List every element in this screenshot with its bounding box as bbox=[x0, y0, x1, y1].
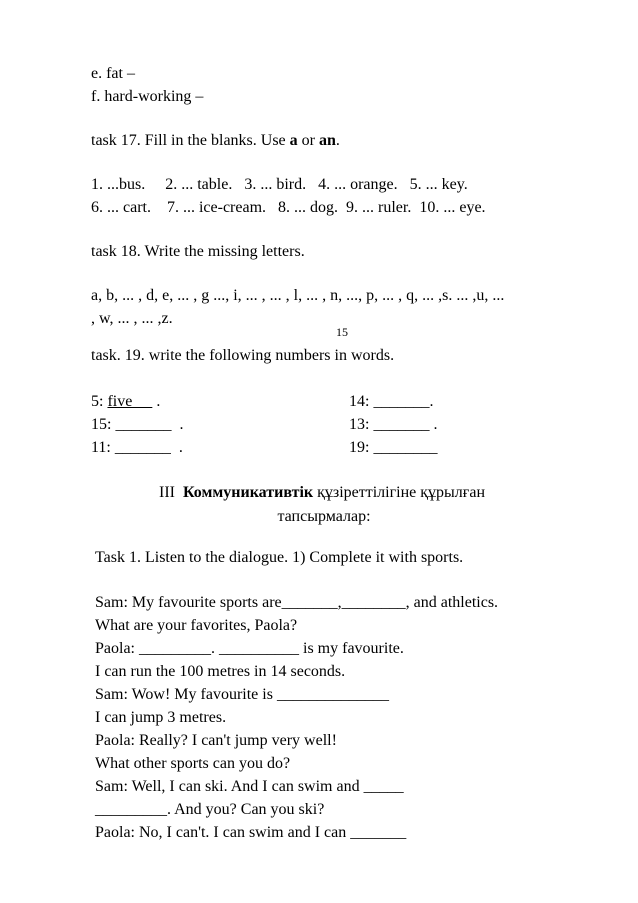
dialogue-line: _________. And you? Can you ski? bbox=[95, 801, 325, 818]
task18-row2: , w, ... , ... ,z. bbox=[91, 310, 173, 327]
dialogue-line: Sam: My favourite sports are_______,________, and athletics. bbox=[95, 594, 499, 611]
dialogue-line: I can jump 3 metres. bbox=[95, 709, 227, 726]
dialogue-line: Sam: Wow! My favourite is ______________ bbox=[95, 686, 389, 703]
task19-heading: task. 19. write the following numbers in words. bbox=[91, 347, 395, 364]
section-bold: Коммуникативтік bbox=[182, 484, 314, 501]
number-5-row bbox=[91, 392, 160, 412]
dialogue-line: I can run the 100 metres in 14 seconds. bbox=[95, 663, 346, 680]
number-5-tail: . bbox=[152, 393, 161, 410]
number-11-row: 11: _______ . bbox=[91, 439, 183, 456]
task1-heading: Task 1. Listen to the dialogue. 1) Complete it with sports. bbox=[95, 549, 464, 566]
task18-heading: task 18. Write the missing letters. bbox=[91, 243, 305, 260]
number-13-row: 13: _______ . bbox=[349, 416, 438, 433]
section-heading bbox=[0, 483, 638, 503]
number-19-row: 19: ________ bbox=[349, 439, 438, 456]
task17-an: an bbox=[318, 132, 336, 149]
task17-heading bbox=[91, 131, 340, 151]
section-rest: құзіреттілігіне құрылған bbox=[313, 484, 486, 501]
section-prefix: III bbox=[158, 484, 183, 501]
page-number: 15 bbox=[336, 325, 348, 339]
task17-text: task 17. Fill in the blanks. Use bbox=[91, 132, 290, 149]
number-15-row: 15: _______ . bbox=[91, 416, 184, 433]
item-f: f. hard-working – bbox=[91, 88, 204, 105]
dialogue-line: Paola: Really? I can't jump very well! bbox=[95, 732, 337, 749]
dialogue-line: Paola: _________. __________ is my favourite. bbox=[95, 640, 404, 657]
dialogue-line: Sam: Well, I can ski. And I can swim and _____ bbox=[95, 778, 404, 795]
task18-row1: a, b, ... , d, e, ... , g ..., i, ... , ... , l, ... , n, ..., p, ... , q, ... ,s. ... ,u, ... bbox=[91, 287, 505, 304]
task17-a: a bbox=[289, 132, 298, 149]
task17-or: or bbox=[297, 132, 319, 149]
item-e: e. fat – bbox=[91, 65, 135, 82]
task17-period: . bbox=[335, 132, 340, 149]
task17-row2: 6. ... cart. 7. ... ice-cream. 8. ... dog. 9. ... ruler. 10. ... eye. bbox=[91, 199, 486, 216]
dialogue-line: What are your favorites, Paola? bbox=[95, 617, 298, 634]
section-heading-line2: тапсырмалар: bbox=[277, 508, 371, 525]
dialogue-line: Paola: No, I can't. I can swim and I can _______ bbox=[95, 824, 407, 841]
number-5-answer: five bbox=[107, 393, 153, 410]
task17-row1: 1. ...bus. 2. ... table. 3. ... bird. 4. ... orange. 5. ... key. bbox=[91, 176, 468, 193]
number-14-row: 14: _______. bbox=[349, 393, 434, 410]
number-5-label: 5: bbox=[91, 393, 108, 410]
dialogue-line: What other sports can you do? bbox=[95, 755, 291, 772]
